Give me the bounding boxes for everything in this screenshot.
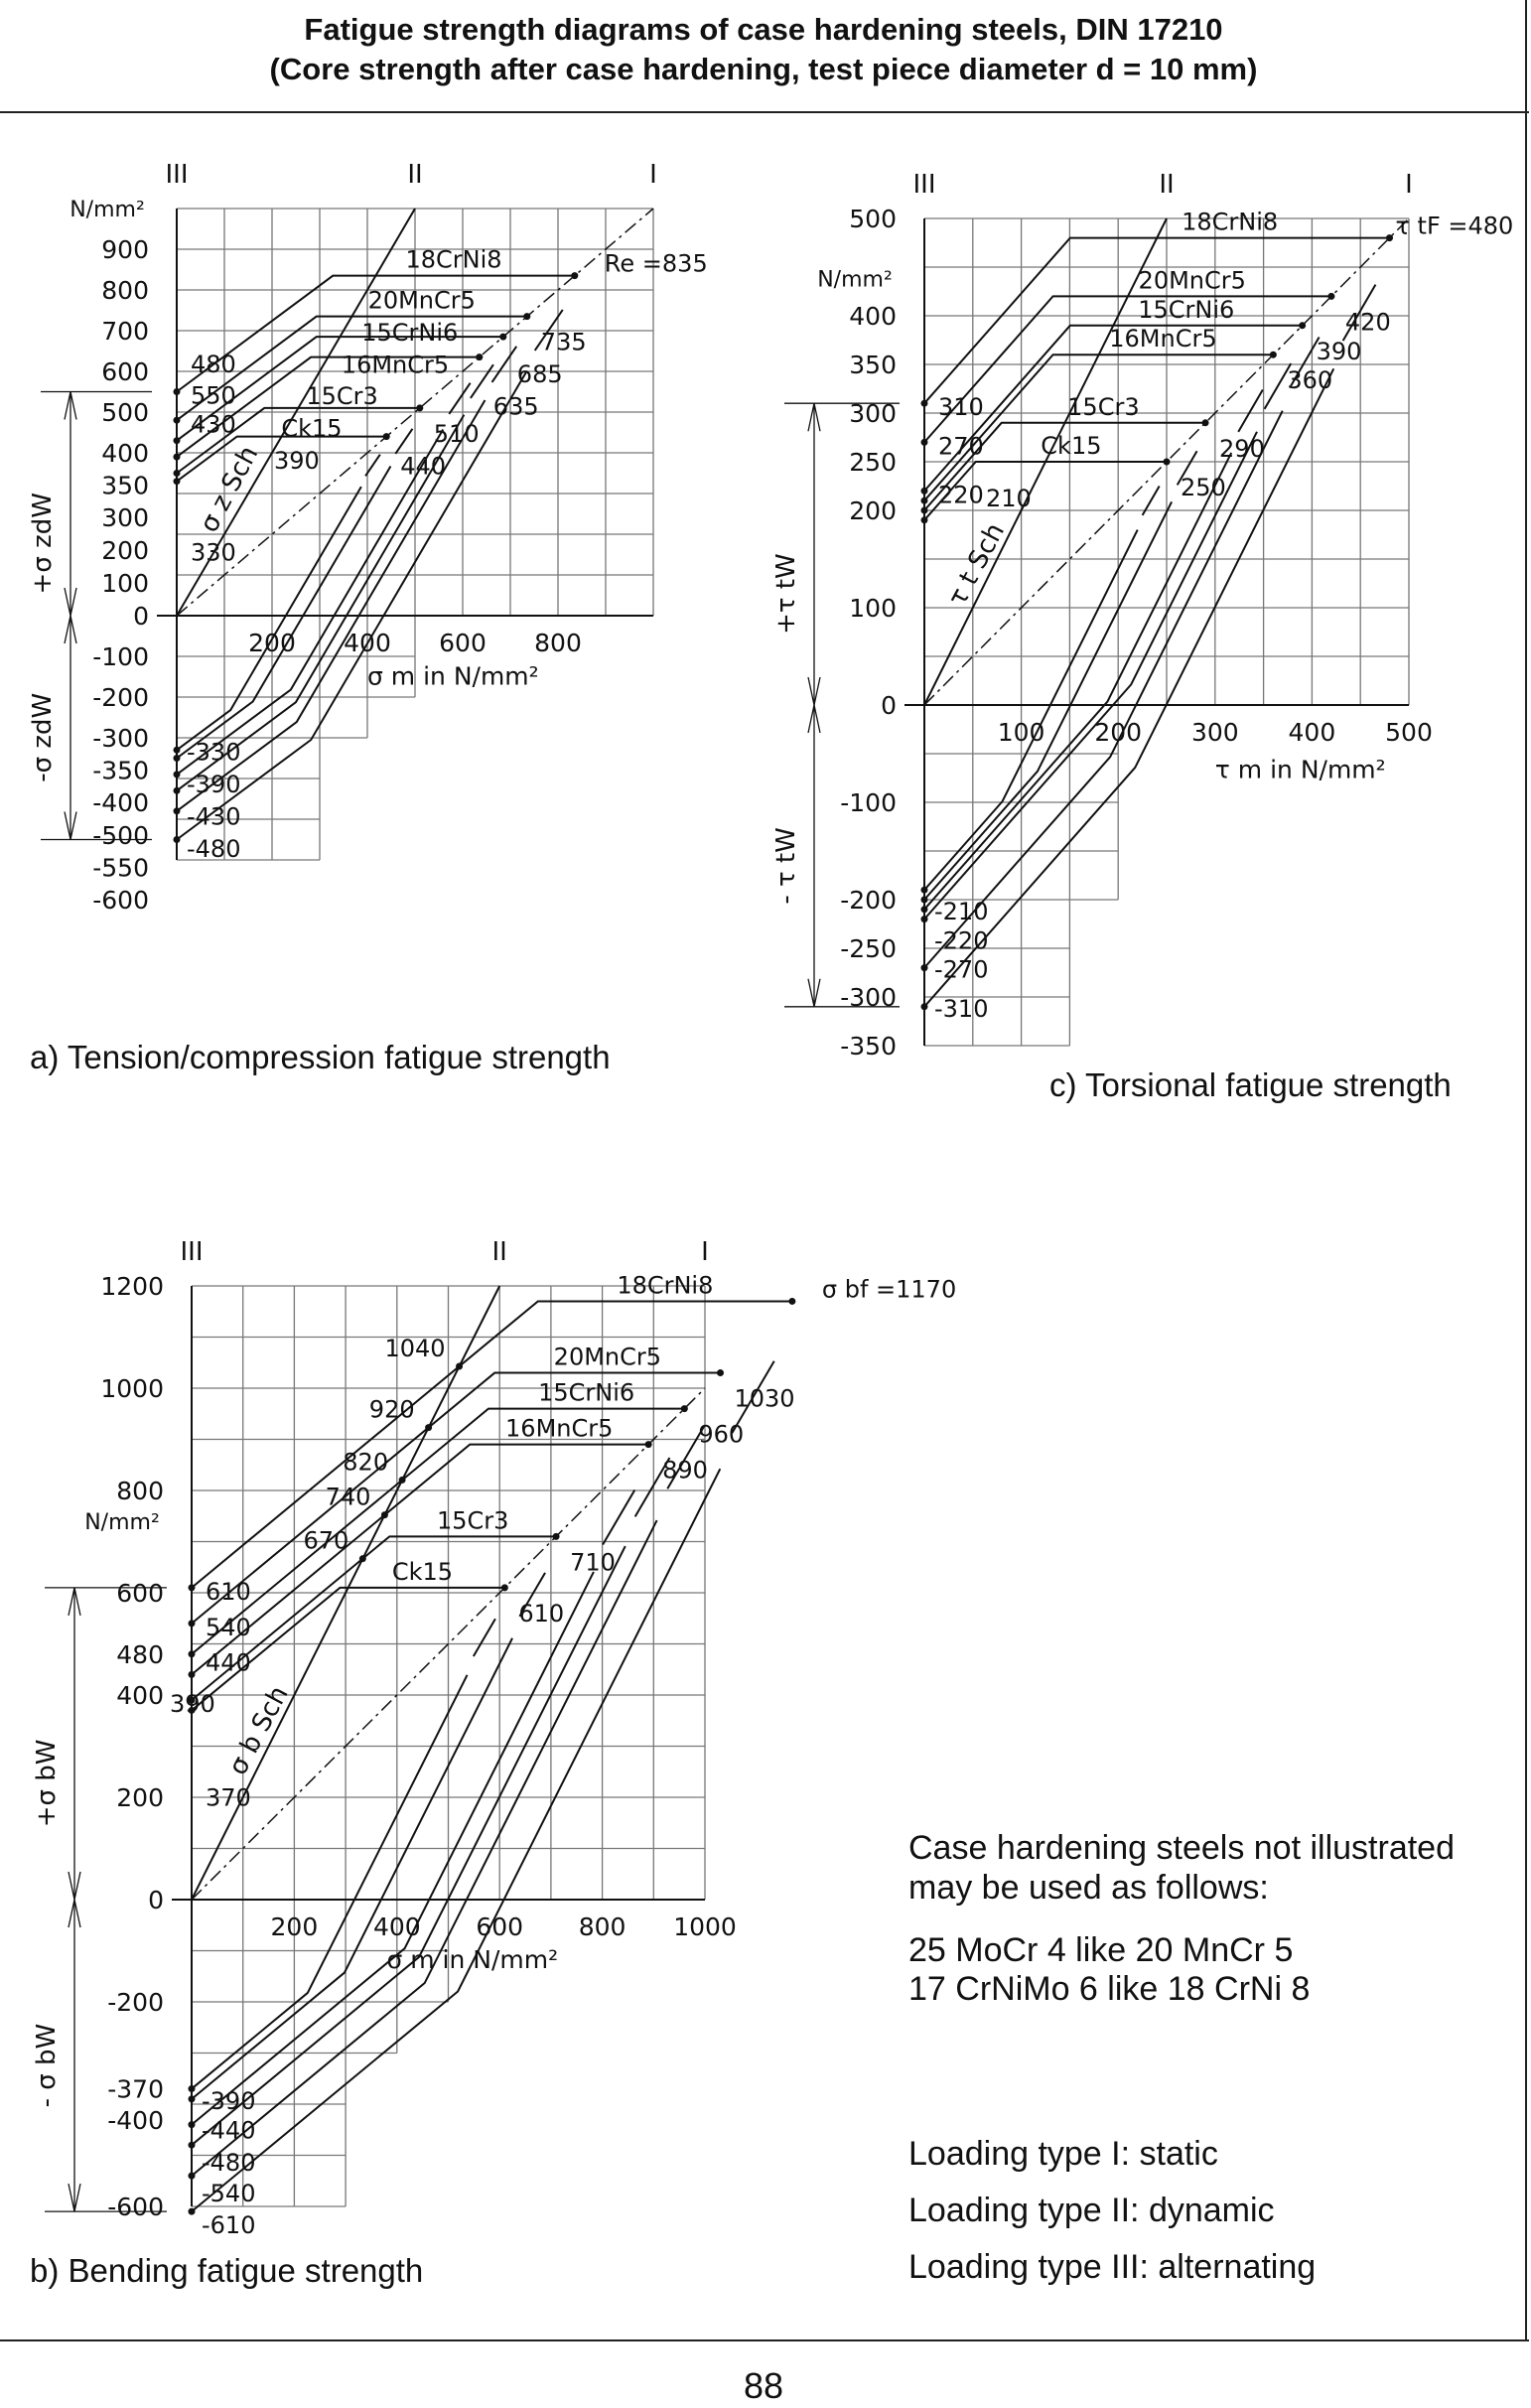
pulsating-value-label: 1040 (384, 1334, 446, 1362)
series-label-ck15: Ck15 (281, 414, 343, 443)
loading-mark-I: I (1405, 170, 1413, 200)
loading-mark-I: I (701, 1237, 709, 1267)
alternating-value-label: 390 (170, 1690, 215, 1719)
y-axis-label-negative: - σ bW (32, 2023, 62, 2108)
series-label-ck15: Ck15 (1041, 432, 1102, 460)
y-tick-label: 0 (881, 691, 897, 720)
data-point (174, 478, 181, 485)
alternating-value-label-negative: -440 (202, 2116, 256, 2145)
note-line-2: may be used as follows: (908, 1869, 1269, 1907)
series-label-16mncr5: 16MnCr5 (341, 351, 450, 379)
loading-mark-I: I (649, 160, 657, 190)
alternating-value-label-negative: -610 (202, 2211, 256, 2240)
data-point (571, 272, 578, 279)
data-point (174, 747, 181, 754)
loading-type-3: Loading type III: alternating (908, 2248, 1317, 2286)
loading-mark-II: II (1159, 170, 1175, 200)
y-tick-label: 480 (116, 1639, 164, 1669)
alternating-value-label-negative: -270 (934, 955, 989, 984)
limit-tick-20mncr5 (492, 347, 517, 382)
limit-value-label: 390 (1316, 337, 1362, 365)
x-axis-label: σ m in N/mm² (386, 1945, 559, 1975)
alternating-value-label: 220 (938, 481, 984, 509)
y-tick-label: 250 (849, 448, 897, 477)
alternating-value-label-negative: -390 (202, 2086, 256, 2115)
data-point (476, 354, 483, 360)
substitute-1: 25 MoCr 4 like 20 MnCr 5 (908, 1931, 1294, 1969)
y-tick-label: 400 (101, 439, 149, 468)
y-tick-label: -370 (107, 2074, 164, 2104)
limit-value-label: 685 (516, 360, 563, 389)
y-tick-label: 200 (849, 496, 897, 525)
data-point (1164, 459, 1171, 466)
limit-value-label: 735 (540, 328, 587, 356)
data-point (174, 417, 181, 424)
y-tick-label: 1200 (100, 1272, 164, 1301)
pulsating-value-label: 670 (303, 1526, 349, 1555)
series-label-15cr3: 15Cr3 (306, 381, 378, 410)
unit-label: N/mm² (84, 1509, 160, 1535)
caption-c: c) Torsional fatigue strength (1049, 1066, 1452, 1103)
data-point (681, 1405, 688, 1412)
series-label-15crni6: 15CrNi6 (361, 319, 459, 348)
data-point (553, 1533, 560, 1540)
y-tick-label: -100 (92, 642, 149, 671)
series-label-16mncr5: 16MnCr5 (1109, 325, 1217, 354)
limit-value-label: 710 (570, 1548, 616, 1577)
y-tick-label: -550 (92, 853, 149, 883)
data-point (1202, 419, 1209, 426)
data-point (174, 807, 181, 814)
loading-mark-III: III (180, 1237, 204, 1267)
data-point (921, 507, 928, 514)
y-axis-label-positive: +τ tW (771, 553, 801, 635)
limit-tick-16mncr5 (603, 1489, 634, 1544)
y-axis-label-positive: +σ zdW (28, 493, 58, 595)
x-tick-label: 600 (476, 1912, 524, 1941)
caption-a: a) Tension/compression fatigue strength (30, 1039, 611, 1075)
y-tick-label: 300 (101, 503, 149, 532)
data-point (456, 1362, 463, 1369)
y-tick-label: 800 (101, 276, 149, 305)
x-tick-label: 800 (578, 1912, 626, 1941)
limit-tick-16mncr5 (1238, 389, 1263, 431)
y-tick-label: 200 (116, 1783, 164, 1812)
y-tick-label: -350 (92, 756, 149, 785)
data-point (1386, 234, 1393, 241)
data-point (416, 404, 423, 411)
y-axis-label-negative: - τ tW (771, 827, 801, 905)
x-tick-label: 400 (1288, 718, 1336, 747)
data-point (174, 836, 181, 843)
note-line-1: Case hardening steels not illustrated (908, 1829, 1455, 1867)
unit-label: N/mm² (70, 198, 145, 223)
alternating-value-label-negative: -480 (202, 2149, 256, 2178)
y-tick-label: -350 (840, 1032, 897, 1061)
y-tick-label: 350 (101, 471, 149, 500)
data-point (189, 1671, 196, 1678)
alternating-value-label: 540 (206, 1613, 251, 1641)
pulsating-value-label: 740 (325, 1483, 371, 1511)
loading-mark-III: III (165, 160, 189, 190)
y-tick-label: -400 (92, 788, 149, 817)
y-tick-label: -600 (92, 886, 149, 915)
y-tick-label: 350 (849, 351, 897, 379)
data-point (189, 2173, 196, 2180)
series-label-20mncr5: 20MnCr5 (553, 1343, 662, 1371)
data-point (381, 1511, 388, 1518)
data-point (189, 1650, 196, 1657)
data-point (921, 906, 928, 913)
data-point (523, 313, 530, 320)
pulsating-line-label: σ z Sch (194, 441, 265, 538)
data-point (189, 2085, 196, 2092)
loading-type-1: Loading type I: static (908, 2135, 1218, 2173)
page-title-line-2: (Core strength after case hardening, test piece diameter d = 10 mm) (269, 52, 1258, 86)
data-point (921, 1003, 928, 1010)
data-point (174, 454, 181, 461)
y-tick-label: 500 (101, 398, 149, 427)
y-tick-label: 400 (116, 1681, 164, 1710)
y-tick-label: -200 (840, 886, 897, 915)
yield-limit-label: τ tF =480 (1395, 212, 1514, 240)
limit-tick-16mncr5 (449, 383, 470, 414)
y-tick-label: -400 (107, 2106, 164, 2135)
data-point (717, 1369, 724, 1376)
data-point (189, 2142, 196, 2149)
limit-value-label: 635 (492, 392, 539, 421)
data-point (399, 1477, 406, 1484)
y-tick-label: 600 (116, 1579, 164, 1608)
data-point (921, 488, 928, 495)
limit-value-label: 440 (400, 452, 447, 481)
loading-mark-III: III (912, 170, 936, 200)
y-tick-label: 200 (101, 536, 149, 565)
x-tick-label: 200 (1094, 718, 1143, 747)
lower-limit-line-18crni8 (192, 1469, 720, 2211)
page-number: 88 (743, 2365, 784, 2406)
y-tick-label: 700 (101, 317, 149, 346)
x-tick-label: 800 (534, 629, 582, 657)
y-tick-label: 600 (101, 357, 149, 386)
limit-tick-15cr3 (395, 429, 412, 454)
lower-limit-line-16mncr5 (924, 453, 1231, 910)
y-tick-label: -250 (840, 934, 897, 963)
data-point (921, 897, 928, 904)
y-tick-label: 100 (849, 594, 897, 623)
alternating-value-label-negative: -480 (187, 834, 241, 863)
y-tick-label: 800 (116, 1477, 164, 1505)
data-point (189, 2121, 196, 2128)
alternating-value-label: 210 (986, 485, 1032, 513)
alternating-value-label: 330 (191, 538, 236, 567)
x-tick-label: 500 (1385, 718, 1433, 747)
data-point (921, 887, 928, 894)
data-point (174, 755, 181, 762)
data-point (425, 1424, 432, 1431)
loading-type-2: Loading type II: dynamic (908, 2192, 1275, 2229)
y-tick-label: -300 (92, 724, 149, 753)
x-tick-label: 1000 (673, 1912, 737, 1941)
x-tick-label: 100 (997, 718, 1045, 747)
data-point (189, 2095, 196, 2102)
y-tick-label: 500 (849, 205, 897, 233)
y-tick-label: -600 (107, 2193, 164, 2221)
y-tick-label: 0 (148, 1886, 164, 1914)
data-point (174, 388, 181, 395)
data-point (174, 787, 181, 794)
data-point (189, 1584, 196, 1591)
series-label-18crni8: 18CrNi8 (617, 1271, 714, 1300)
data-point (645, 1441, 652, 1448)
substitute-2: 17 CrNiMo 6 like 18 CrNi 8 (908, 1970, 1311, 2008)
data-point (1327, 293, 1334, 300)
y-tick-label: 900 (101, 235, 149, 264)
x-tick-label: 400 (372, 1912, 421, 1941)
alternating-value-label-negative: -540 (202, 2180, 256, 2208)
x-axis-label: τ m in N/mm² (1214, 755, 1386, 784)
pulsating-value-label: 920 (368, 1395, 415, 1424)
alternating-value-label: 390 (274, 447, 320, 476)
y-tick-label: 100 (101, 569, 149, 598)
series-label-18crni8: 18CrNi8 (405, 245, 502, 274)
alternating-value-label-negative: -210 (934, 897, 989, 925)
alternating-value-label: 430 (191, 410, 236, 439)
y-tick-label: 400 (849, 302, 897, 331)
pulsating-line-label: σ b Sch (222, 1681, 295, 1780)
data-point (788, 1298, 795, 1305)
limit-value-label: 510 (433, 419, 480, 448)
yield-limit-label: σ bf =1170 (821, 1275, 957, 1304)
caption-b: b) Bending fatigue strength (30, 2252, 424, 2289)
x-tick-label: 200 (270, 1912, 319, 1941)
data-point (921, 516, 928, 523)
alternating-value-label: 610 (206, 1577, 251, 1606)
data-point (383, 433, 390, 440)
data-point (174, 437, 181, 444)
alternating-value-label: 440 (206, 1648, 251, 1677)
data-point (1270, 352, 1277, 358)
data-point (921, 964, 928, 971)
limit-tick-15crni6 (471, 364, 493, 398)
x-tick-label: 200 (248, 629, 296, 657)
alternating-value-label-negative: -330 (187, 738, 241, 767)
y-tick-label: -500 (92, 821, 149, 850)
x-tick-label: 600 (439, 629, 487, 657)
limit-value-label: 360 (1287, 366, 1333, 395)
data-point (359, 1555, 366, 1562)
series-label-15crni6: 15CrNi6 (538, 1378, 635, 1407)
alternating-value-label-negative: -390 (187, 770, 241, 798)
data-point (921, 400, 928, 407)
data-point (921, 497, 928, 504)
alternating-value-label: 370 (206, 1783, 251, 1812)
limit-value-label: 960 (698, 1420, 745, 1449)
data-point (1299, 322, 1306, 329)
limit-value-label: 290 (1219, 434, 1265, 463)
limit-value-label: 1030 (734, 1384, 795, 1413)
data-point (921, 439, 928, 446)
pulsating-value-label: 820 (343, 1448, 389, 1477)
loading-mark-II: II (407, 160, 423, 190)
series-label-20mncr5: 20MnCr5 (367, 286, 476, 315)
alternating-value-label: 480 (191, 351, 236, 379)
series-label-20mncr5: 20MnCr5 (1138, 266, 1246, 295)
y-axis-label-positive: +σ bW (32, 1739, 62, 1828)
y-tick-label: 1000 (100, 1374, 164, 1403)
limit-value-label: 250 (1181, 474, 1226, 501)
series-label-15cr3: 15Cr3 (436, 1506, 509, 1535)
limit-value-label: 420 (1344, 308, 1391, 337)
y-tick-label: -300 (840, 983, 897, 1012)
data-point (499, 334, 506, 341)
series-label-18crni8: 18CrNi8 (1182, 208, 1279, 236)
y-tick-label: -200 (107, 1988, 164, 2017)
lower-limit-line-ck15 (192, 1675, 468, 2089)
x-axis-label: σ m in N/mm² (367, 661, 539, 691)
page-title-line-1: Fatigue strength diagrams of case hardening steels, DIN 17210 (304, 12, 1223, 47)
y-tick-label: -100 (840, 788, 897, 817)
x-tick-label: 300 (1190, 718, 1239, 747)
alternating-value-label-negative: -310 (934, 994, 989, 1023)
data-point (189, 2208, 196, 2215)
unit-label: N/mm² (817, 267, 893, 293)
data-point (189, 1620, 196, 1627)
alternating-value-label-negative: -430 (187, 802, 241, 831)
data-point (174, 470, 181, 477)
x-tick-label: 400 (344, 629, 391, 657)
series-label-16mncr5: 16MnCr5 (505, 1414, 614, 1443)
limit-tick-ck15 (474, 1619, 495, 1656)
loading-mark-II: II (491, 1237, 507, 1267)
series-label-ck15: Ck15 (391, 1557, 454, 1586)
limit-value-label: 890 (662, 1456, 708, 1485)
data-point (501, 1584, 508, 1591)
data-point (921, 916, 928, 922)
alternating-value-label: 550 (191, 381, 236, 410)
upper-limit-line-20mncr5 (192, 1373, 721, 1624)
limit-value-label: 610 (518, 1599, 565, 1628)
y-axis-label-negative: -σ zdW (28, 692, 58, 782)
y-tick-label: -200 (92, 683, 149, 712)
y-tick-label: 300 (849, 399, 897, 428)
alternating-value-label: 310 (938, 393, 984, 422)
y-tick-label: 0 (133, 602, 149, 631)
alternating-value-label-negative: -220 (934, 926, 989, 955)
yield-limit-label: Re =835 (604, 249, 708, 278)
data-point (174, 771, 181, 778)
series-label-15cr3: 15Cr3 (1067, 392, 1140, 421)
series-label-15crni6: 15CrNi6 (1138, 295, 1235, 324)
alternating-value-label: 270 (938, 432, 984, 461)
pulsating-line-label: τ t Sch (942, 518, 1012, 612)
